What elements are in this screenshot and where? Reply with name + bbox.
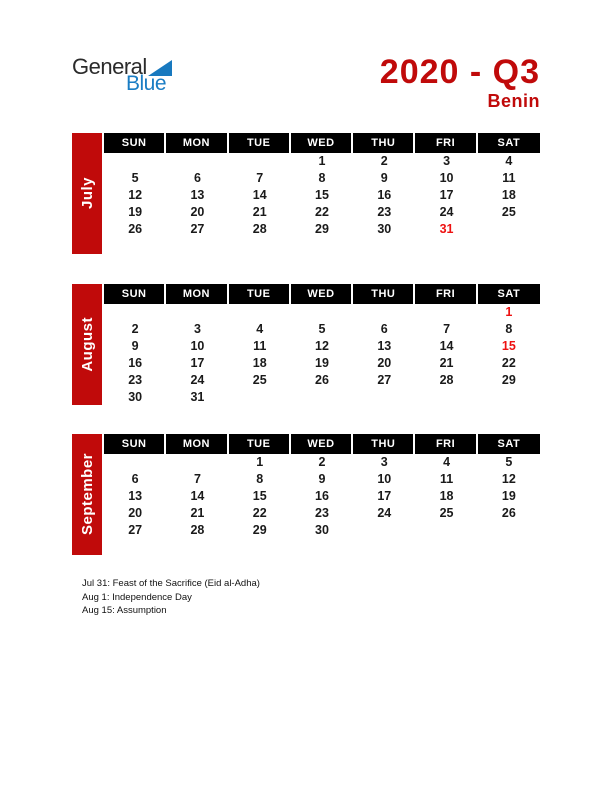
day-header-mon: MON: [166, 284, 228, 304]
calendar-day: 22: [501, 355, 516, 370]
calendar-day: 25: [252, 372, 267, 387]
calendar-day: 7: [256, 171, 264, 186]
day-header-sat: SAT: [478, 284, 540, 304]
day-header-sun: SUN: [104, 284, 166, 304]
day-header-sat: SAT: [478, 434, 540, 454]
calendar-day: 14: [439, 339, 454, 354]
calendar-day: 5: [131, 171, 139, 186]
month-label: September: [78, 453, 96, 536]
calendar-day-empty: [353, 538, 415, 555]
day-header-sun: SUN: [104, 133, 166, 153]
calendar-day: 19: [128, 204, 143, 219]
calendar-day: 19: [501, 489, 516, 504]
calendar-day-empty: [478, 237, 540, 254]
day-header-mon: MON: [166, 434, 228, 454]
calendar-day: 11: [439, 472, 454, 487]
calendar-day: 22: [315, 204, 329, 219]
calendar-grid-july: [104, 133, 540, 254]
calendar-day: 29: [501, 372, 516, 387]
month-bar-july: [72, 133, 102, 254]
calendar-day: 3: [193, 322, 201, 337]
calendar-day: 6: [131, 472, 139, 487]
calendar-day: 18: [501, 188, 516, 203]
calendar-day-empty: [166, 153, 228, 170]
calendar-day: 15: [501, 339, 516, 354]
calendar-day-empty: [353, 304, 415, 321]
calendar-day: 23: [315, 505, 329, 520]
calendar-day-empty: [104, 237, 166, 254]
day-header-thu: THU: [353, 284, 415, 304]
calendar-day: 7: [443, 322, 451, 337]
calendar-day: 28: [190, 522, 205, 537]
holiday-notes: [82, 577, 260, 618]
calendar-day: 11: [502, 171, 516, 186]
holiday-note: Jul 31: Feast of the Sacrifice (Eid al-Adha): [82, 578, 260, 589]
calendar-day: 3: [380, 455, 388, 470]
day-header-tue: TUE: [229, 434, 291, 454]
calendar-day: 27: [377, 372, 392, 387]
calendar-day: 26: [128, 221, 143, 236]
calendar-day-empty: [229, 153, 291, 170]
calendar-day: 8: [256, 472, 264, 487]
calendar-day: 25: [439, 505, 454, 520]
day-header-tue: TUE: [229, 284, 291, 304]
calendar-day: 5: [318, 322, 326, 337]
calendar-day: 23: [128, 372, 143, 387]
month-label: July: [78, 177, 96, 210]
calendar-day: 6: [380, 322, 388, 337]
calendar-day-empty: [291, 388, 353, 405]
calendar-day: 15: [315, 188, 329, 203]
day-header-tue: TUE: [229, 133, 291, 153]
calendar-day-empty: [229, 304, 291, 321]
calendar-day: 24: [190, 372, 205, 387]
calendar-day: 23: [377, 204, 392, 219]
calendar-day: 18: [252, 355, 267, 370]
calendar-day: 7: [193, 472, 201, 487]
calendar-day: 25: [501, 204, 516, 219]
calendar-day-empty: [353, 237, 415, 254]
calendar-day: 8: [318, 171, 326, 186]
calendar-day: 29: [315, 221, 329, 236]
calendar-day: 2: [318, 455, 326, 470]
calendar-day: 30: [315, 522, 329, 537]
calendar-day: 13: [190, 188, 205, 203]
quarter-title: 2020 - Q3: [379, 53, 540, 91]
calendar-day: 24: [377, 505, 392, 520]
logo-text-general: General: [72, 54, 147, 79]
calendar-day: 9: [380, 171, 388, 186]
calendar-day: 16: [377, 188, 392, 203]
calendar-day-empty: [104, 304, 166, 321]
calendar-day: 21: [252, 204, 267, 219]
calendar-day: 26: [501, 505, 516, 520]
day-header-mon: MON: [166, 133, 228, 153]
holiday-note: Aug 15: Assumption: [82, 605, 167, 616]
calendar-day: 4: [505, 154, 513, 169]
calendar-day: 2: [131, 322, 139, 337]
calendar-day: 28: [252, 221, 267, 236]
month-label: August: [78, 317, 96, 372]
calendar-day: 19: [315, 355, 329, 370]
calendar-day: 9: [131, 339, 139, 354]
calendar-day-empty: [478, 521, 540, 538]
calendar-day: 8: [505, 322, 513, 337]
calendar-day: 17: [377, 489, 392, 504]
calendar-day: 31: [439, 221, 454, 236]
calendar-day-empty: [104, 153, 166, 170]
calendar-day-empty: [415, 538, 477, 555]
calendar-day: 30: [128, 389, 143, 404]
calendar-day: 21: [439, 355, 454, 370]
calendar-day-empty: [353, 388, 415, 405]
calendar-day: 16: [128, 355, 143, 370]
calendar-day: 12: [315, 339, 329, 354]
calendar-day: 12: [128, 188, 143, 203]
calendar-day-empty: [415, 304, 477, 321]
calendar-day: 11: [253, 339, 267, 354]
calendar-day: 6: [193, 171, 201, 186]
calendar-day: 10: [439, 171, 454, 186]
day-header-thu: THU: [353, 434, 415, 454]
calendar-day: 1: [505, 305, 513, 320]
calendar-day-empty: [166, 304, 228, 321]
calendar-day-empty: [353, 521, 415, 538]
calendar-day: 14: [190, 489, 205, 504]
title-block: [380, 54, 540, 112]
day-header-sun: SUN: [104, 434, 166, 454]
calendar-day: 5: [505, 455, 513, 470]
month-bar-september: [72, 434, 102, 555]
calendar-day-empty: [104, 538, 166, 555]
calendar-day: 10: [190, 339, 205, 354]
month-block-september: [72, 434, 540, 555]
calendar-day: 18: [439, 489, 454, 504]
month-block-august: [72, 284, 540, 405]
day-header-fri: FRI: [415, 284, 477, 304]
calendar-day: 4: [443, 455, 451, 470]
calendar-day: 10: [377, 472, 392, 487]
day-header-fri: FRI: [415, 133, 477, 153]
calendar-day: 27: [190, 221, 205, 236]
calendar-day: 29: [252, 522, 267, 537]
calendar-day-empty: [415, 237, 477, 254]
calendar-day: 26: [315, 372, 329, 387]
calendar-day-empty: [291, 538, 353, 555]
calendar-day-empty: [478, 220, 540, 237]
calendar-day-empty: [415, 388, 477, 405]
calendar-day: 1: [318, 154, 326, 169]
calendar-day: 12: [501, 472, 516, 487]
month-block-july: [72, 133, 540, 254]
calendar-day-empty: [229, 538, 291, 555]
calendar-day-empty: [478, 388, 540, 405]
calendar-day: 4: [256, 322, 264, 337]
calendar-day-empty: [229, 388, 291, 405]
calendar-day-empty: [166, 237, 228, 254]
logo-text-blue: Blue: [126, 72, 167, 95]
calendar-grid-september: [104, 434, 540, 555]
calendar-grid-august: [104, 284, 540, 405]
day-header-fri: FRI: [415, 434, 477, 454]
general-blue-logo: [72, 54, 172, 95]
country-subtitle: Benin: [487, 91, 540, 111]
calendar-day: 13: [128, 489, 143, 504]
calendar-day: 20: [377, 355, 392, 370]
calendar-day-empty: [291, 237, 353, 254]
calendar-day: 2: [380, 154, 388, 169]
day-header-wed: WED: [291, 133, 353, 153]
calendar-day: 9: [318, 472, 326, 487]
calendar-day: 21: [190, 505, 205, 520]
calendar-day-empty: [229, 237, 291, 254]
calendar-day: 14: [252, 188, 267, 203]
calendar-day: 16: [315, 489, 329, 504]
calendar-day-empty: [166, 454, 228, 471]
calendar-day: 1: [256, 455, 264, 470]
calendar-day: 30: [377, 221, 392, 236]
calendar-day: 20: [128, 505, 143, 520]
day-header-thu: THU: [353, 133, 415, 153]
calendar-day: 28: [439, 372, 454, 387]
calendar-day: 13: [377, 339, 392, 354]
day-header-wed: WED: [291, 284, 353, 304]
holiday-note: Aug 1: Independence Day: [82, 591, 192, 603]
calendar-day-empty: [415, 521, 477, 538]
calendar-day-empty: [104, 454, 166, 471]
calendar-day: 24: [439, 204, 454, 219]
day-header-sat: SAT: [478, 133, 540, 153]
calendar-day-empty: [478, 538, 540, 555]
calendar-day: 17: [190, 355, 205, 370]
calendar-day: 15: [252, 489, 267, 504]
calendar-day-empty: [291, 304, 353, 321]
calendar-day: 22: [252, 505, 267, 520]
calendar-day: 17: [439, 188, 454, 203]
calendar-day: 31: [190, 389, 205, 404]
calendar-day: 27: [128, 522, 143, 537]
calendar-day-empty: [166, 538, 228, 555]
calendar-day: 20: [190, 204, 205, 219]
day-header-wed: WED: [291, 434, 353, 454]
month-bar-august: [72, 284, 102, 405]
calendar-day: 3: [443, 154, 451, 169]
